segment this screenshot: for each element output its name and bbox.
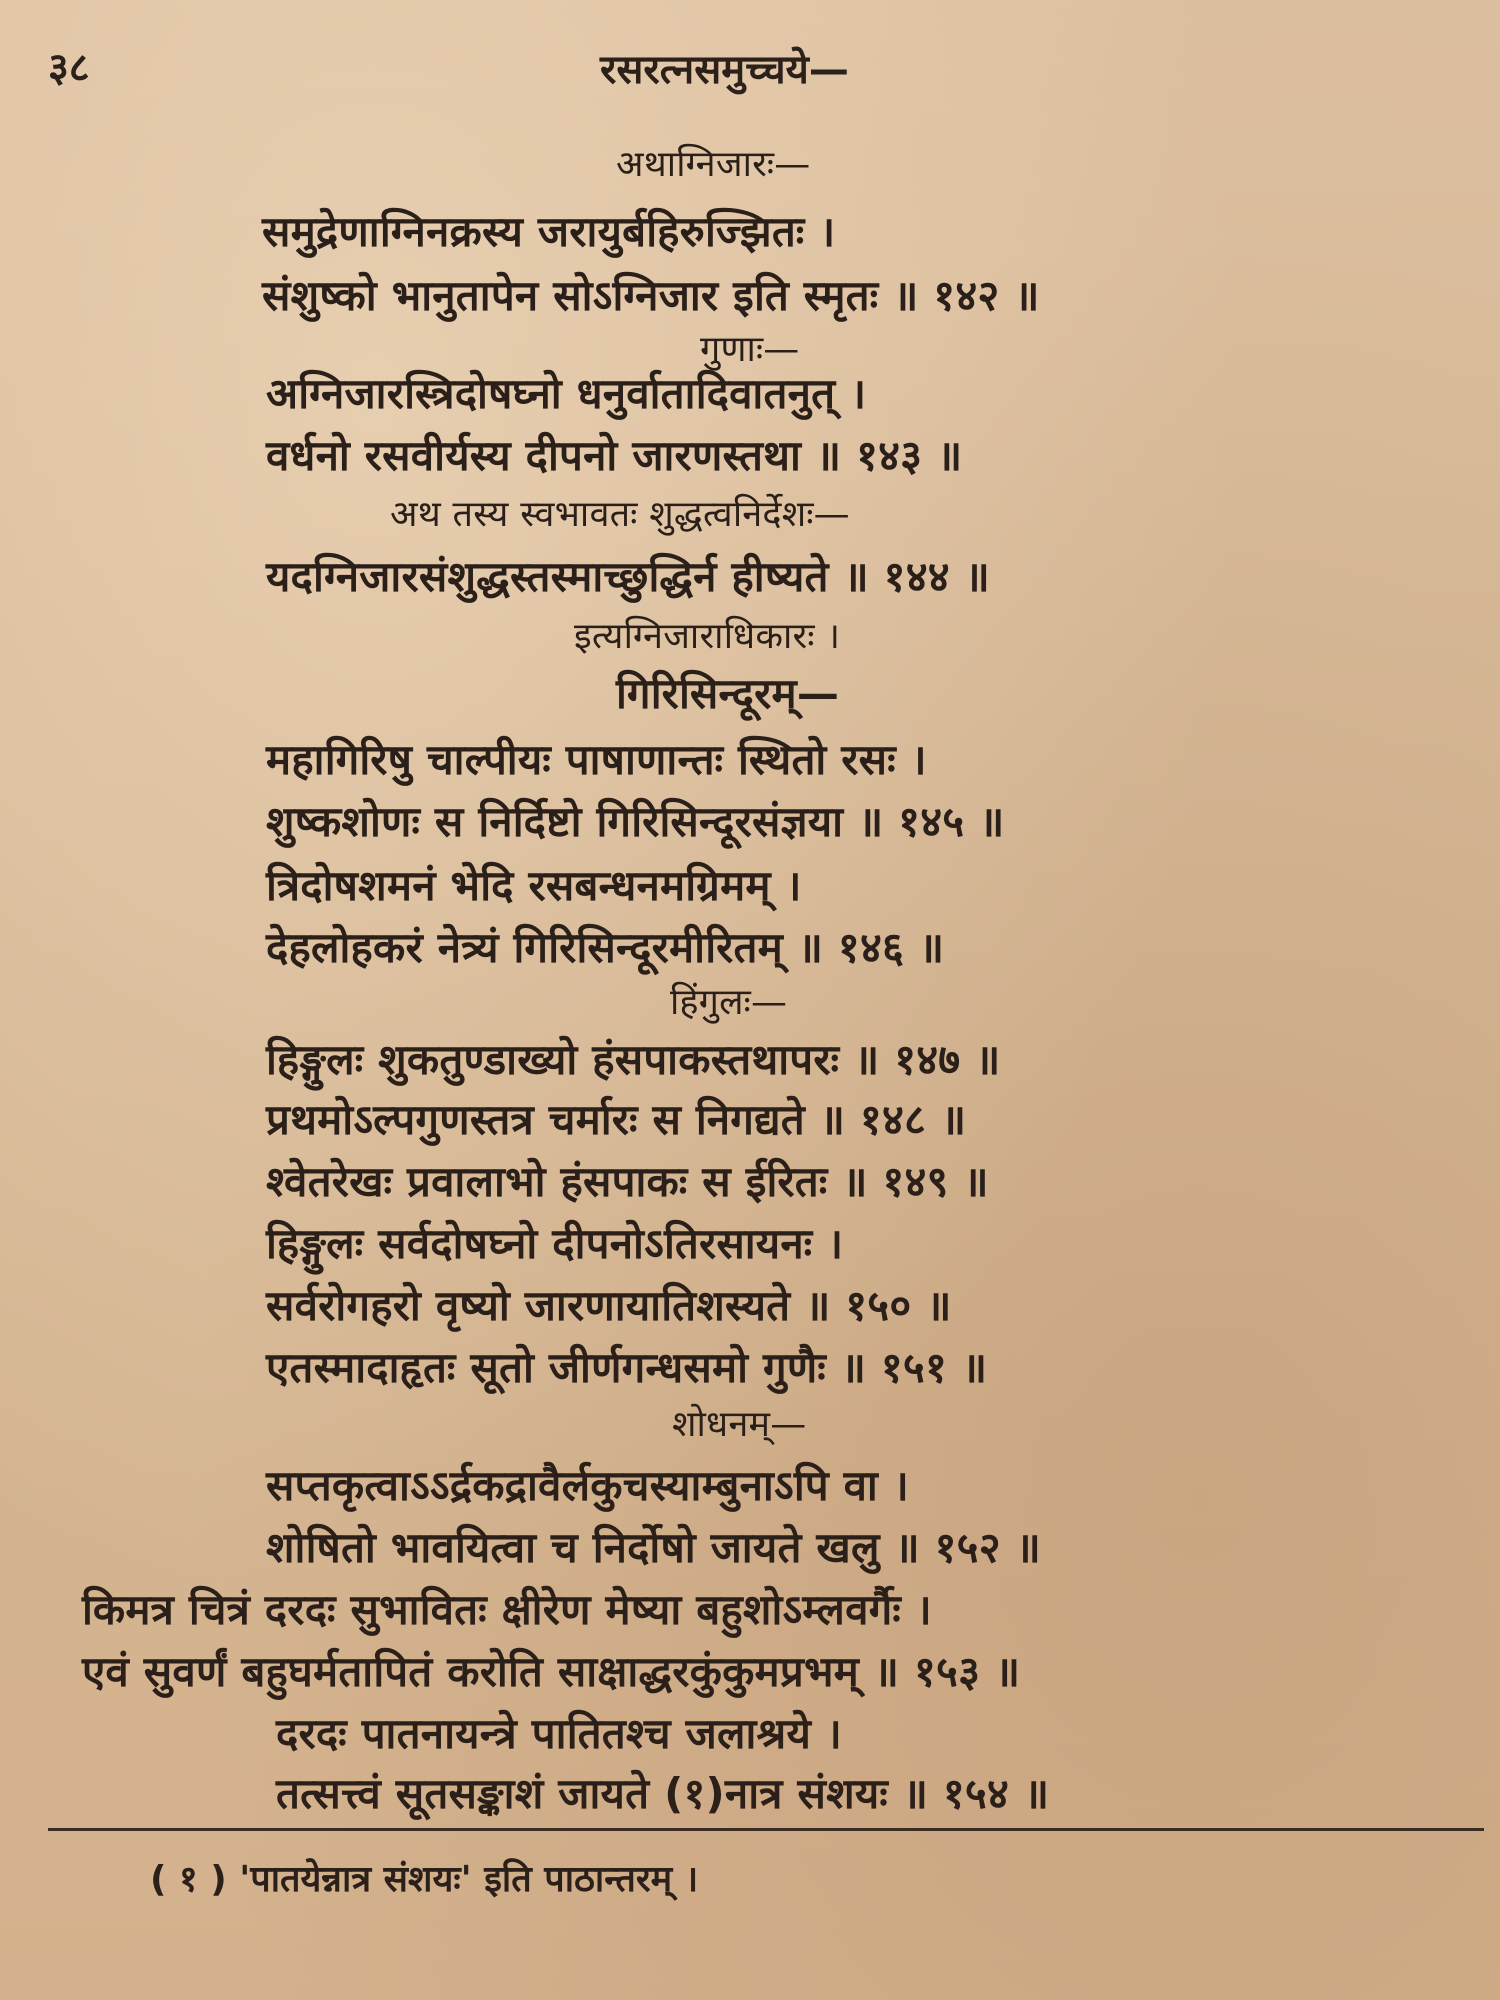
footnote-divider bbox=[48, 1828, 1484, 1831]
verse-line: एतस्मादाहृतः सूतो जीर्णगन्धसमो गुणैः ॥ १५१ ॥ bbox=[266, 1343, 988, 1392]
verse-line: किमत्र चित्रं दरदः सुभावितः क्षीरेण मेष्या बहुशोऽम्लवर्गैः । bbox=[82, 1585, 932, 1634]
verse-line: शोषितो भावयित्वा च निर्दोषो जायते खलु ॥ १५२ ॥ bbox=[266, 1523, 1041, 1572]
section-heading-svabhava: अथ तस्य स्वभावतः शुद्धत्वनिर्देशः— bbox=[390, 494, 850, 535]
verse-line: समुद्रेणाग्निनक्रस्य जरायुर्बहिरुज्झितः । bbox=[262, 207, 836, 256]
verse-line: अग्निजारस्त्रिदोषघ्नो धनुर्वातादिवातनुत् । bbox=[266, 369, 867, 418]
section-heading-gunah: गुणाः— bbox=[700, 329, 800, 370]
verse-line: देहलोहकरं नेत्र्यं गिरिसिन्दूरमीरितम् ॥ १४६ ॥ bbox=[266, 923, 945, 972]
verse-line: प्रथमोऽल्पगुणस्तत्र चर्मारः स निगद्यते ॥ १४८ ॥ bbox=[266, 1095, 967, 1144]
verse-line: दरदः पातनायन्त्रे पातितश्च जलाश्रये । bbox=[276, 1709, 842, 1758]
verse-line: संशुष्को भानुतापेन सोऽग्निजार इति स्मृतः ॥ १४२ ॥ bbox=[262, 271, 1040, 320]
section-heading-agnijara: अथाग्निजारः— bbox=[616, 144, 811, 185]
section-heading-girisindura: गिरिसिन्दूरम्— bbox=[616, 669, 840, 718]
verse-line: हिङ्गुलः सर्वदोषघ्नो दीपनोऽतिरसायनः । bbox=[266, 1219, 844, 1268]
verse-line: हिङ्गुलः शुकतुण्डाख्यो हंसपाकस्तथापरः ॥ १४७ ॥ bbox=[266, 1035, 1001, 1084]
verse-line: वर्धनो रसवीर्यस्य दीपनो जारणस्तथा ॥ १४३ ॥ bbox=[266, 431, 963, 480]
verse-line: एवं सुवर्णं बहुघर्मतापितं करोति साक्षाद्धरकुंकुमप्रभम् ॥ १५३ ॥ bbox=[82, 1647, 1021, 1696]
chapter-colophon: इत्यग्निजाराधिकारः । bbox=[574, 616, 841, 657]
verse-line: सप्तकृत्वाऽऽर्द्रकद्रावैर्लकुचस्याम्बुनाऽपि वा । bbox=[266, 1461, 909, 1510]
running-title: रसरत्नसमुच्चये— bbox=[600, 47, 849, 93]
verse-line: तत्सत्त्वं सूतसङ्काशं जायते (१)नात्र संशयः ॥ १५४ ॥ bbox=[276, 1769, 1050, 1818]
verse-line: त्रिदोषशमनं भेदि रसबन्धनमग्रिमम् । bbox=[266, 861, 802, 910]
footnote: ( १ ) 'पातयेन्नात्र संशयः' इति पाठान्तरम् । bbox=[150, 1859, 699, 1900]
section-heading-shodhana: शोधनम्— bbox=[672, 1404, 807, 1445]
verse-line: श्वेतरेखः प्रवालाभो हंसपाकः स ईरितः ॥ १४९ ॥ bbox=[266, 1157, 989, 1206]
verse-line: यदग्निजारसंशुद्धस्तस्माच्छुद्धिर्न हीष्यते ॥ १४४ ॥ bbox=[266, 552, 990, 601]
section-heading-hingula: हिंगुलः— bbox=[670, 982, 788, 1023]
verse-line: शुष्कशोणः स निर्दिष्टो गिरिसिन्दूरसंज्ञया ॥ १४५ ॥ bbox=[266, 797, 1005, 846]
page-number: ३८ bbox=[48, 45, 90, 91]
verse-line: महागिरिषु चाल्पीयः पाषाणान्तः स्थितो रसः । bbox=[266, 735, 927, 784]
verse-line: सर्वरोगहरो वृष्यो जारणायातिशस्यते ॥ १५० ॥ bbox=[266, 1281, 952, 1330]
